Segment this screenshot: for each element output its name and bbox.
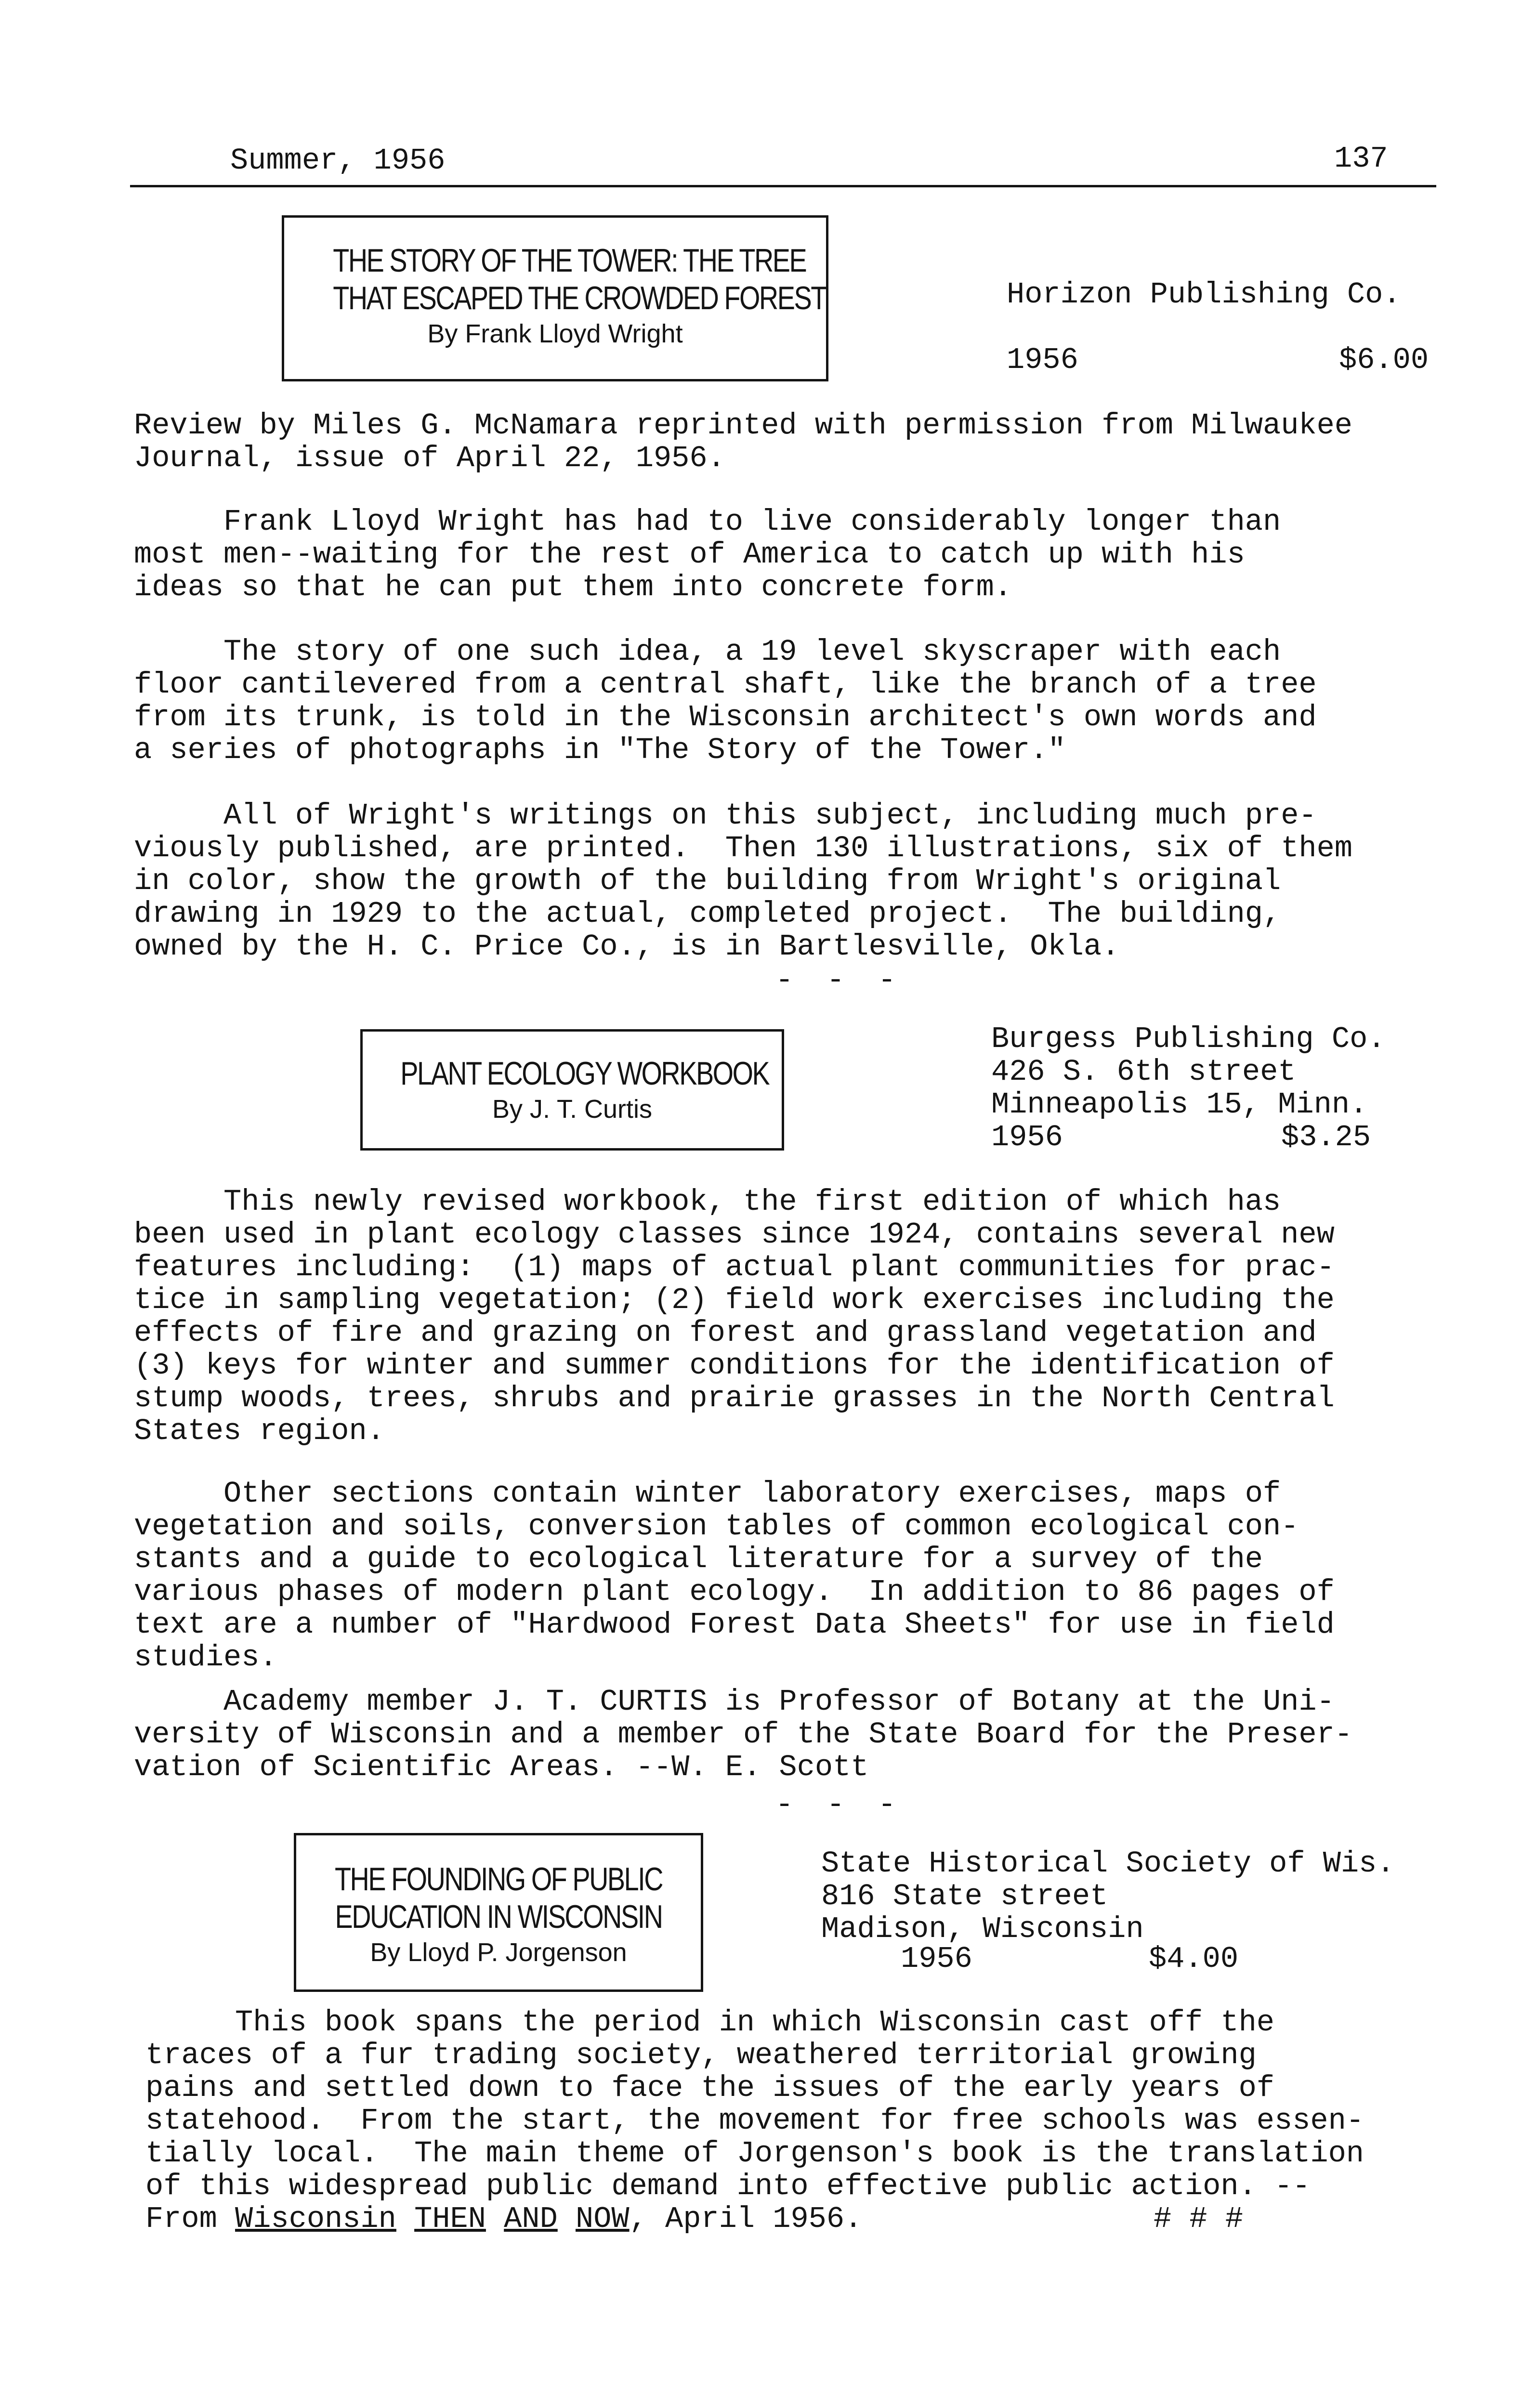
paragraph-line: drawing in 1929 to the actual, completed project. The building, [134,897,1281,931]
publication-year: 1956 [1007,343,1078,377]
header-issue: Summer, 1956 [230,144,446,178]
citation-now: NOW [576,2202,630,2236]
review-body-2-p3 [134,1686,1352,1784]
publication-year: 1956 [991,1120,1063,1154]
publisher-line: State Historical Society of Wis. [821,1846,1395,1881]
citation-then: THEN [414,2202,486,2236]
section-separator: - - - [775,963,904,997]
paragraph-line: The story of one such idea, a 19 level skyscraper with each [134,635,1281,669]
paragraph-line: most men--waiting for the rest of America to catch up with his [134,537,1245,572]
publisher-line: 816 State street [821,1879,1108,1913]
book-title-box-3 [294,1833,703,1992]
publisher-line: 426 S. 6th street [991,1055,1296,1089]
publisher-name: Horizon Publishing Co. [1007,277,1401,312]
paragraph-line: tially local. The main theme of Jorgenson's book is the translation [145,2136,1364,2171]
review-body-2-p1 [134,1186,1335,1448]
paragraph-line: statehood. From the start, the movement for free schools was essen- [145,2104,1364,2138]
paragraph-line: tice in sampling vegetation; (2) field work exercises including the [134,1283,1335,1317]
section-separator: - - - [775,1788,904,1822]
review-body-3-p1 [145,2006,1364,2236]
paragraph-line: vegetation and soils, conversion tables of common ecological con- [134,1509,1299,1544]
paragraph-line: Academy member J. T. CURTIS is Professor of Botany at the Uni- [134,1685,1335,1719]
publisher-line: Madison, Wisconsin [821,1912,1144,1946]
book-title-box-2 [360,1029,784,1151]
book-title-line: THE STORY OF THE TOWER: THE TREE [333,242,806,279]
book-title-line: THE FOUNDING OF PUBLIC [334,1861,663,1898]
paragraph-line: States region. [134,1414,385,1448]
paragraph-line: of this widespread public demand into effective public action. -- [145,2169,1311,2203]
publisher-block-2 [991,1023,1386,1121]
paragraph-line: versity of Wisconsin and a member of the State Board for the Preser- [134,1717,1353,1752]
review-body-1-p2 [134,506,1281,604]
paragraph-line: This book spans the period in which Wisconsin cast off the [145,2005,1274,2040]
publication-year: 1956 [901,1942,972,1976]
paragraph-line: a series of photographs in "The Story of the Tower." [134,733,1066,767]
book-title-line: EDUCATION IN WISCONSIN [335,1898,662,1935]
book-price: $4.00 [1149,1942,1239,1976]
paragraph-line: Journal, issue of April 22, 1956. [134,441,725,475]
citation-source: Wisconsin [235,2202,396,2236]
book-title-line: PLANT ECOLOGY WORKBOOK [400,1055,769,1092]
book-price: $3.25 [1281,1120,1371,1154]
paragraph-line: studies. [134,1640,277,1675]
page-number: 137 [1334,142,1388,176]
paragraph-line: ideas so that he can put them into concrete form. [134,570,1012,604]
paragraph-line: Frank Lloyd Wright has had to live considerably longer than [134,505,1281,539]
publisher-line: Minneapolis 15, Minn. [991,1087,1368,1122]
book-title-box-1 [282,215,828,381]
paragraph-line: owned by the H. C. Price Co., is in Bartlesville, Okla. [134,929,1120,964]
review-body-1 [134,409,1352,475]
paragraph-line: floor cantilevered from a central shaft, like the branch of a tree [134,667,1317,702]
paragraph-line: in color, show the growth of the building from Wright's original [134,864,1281,898]
end-mark: # # # [1154,2202,1244,2236]
book-author: By J. T. Curtis [492,1095,653,1124]
publisher-block-3 [821,1847,1395,1946]
citation-prefix: From [145,2202,236,2236]
paragraph-line: This newly revised workbook, the first edition of which has [134,1185,1281,1219]
book-title-line: THAT ESCAPED THE CROWDED FOREST [333,280,826,316]
citation-date: , April 1956. [629,2202,863,2236]
paragraph-line: Other sections contain winter laboratory exercises, maps of [134,1477,1281,1511]
paragraph-line: various phases of modern plant ecology. In addition to 86 pages of [134,1575,1335,1609]
paragraph-line: features including: (1) maps of actual plant communities for prac- [134,1250,1335,1284]
review-body-1-p3 [134,636,1317,767]
paragraph-line: stump woods, trees, shrubs and prairie grasses in the North Central [134,1381,1335,1415]
paragraph-line: stants and a guide to ecological literature for a survey of the [134,1542,1263,1576]
book-author: By Frank Lloyd Wright [427,319,683,348]
paragraph-line: All of Wright's writings on this subject, including much pre- [134,798,1317,833]
paragraph-line: traces of a fur trading society, weathered territorial growing [145,2038,1257,2072]
review-body-2-p2 [134,1478,1335,1674]
paragraph-line: (3) keys for winter and summer conditions for the identification of [134,1348,1335,1383]
book-author: By Lloyd P. Jorgenson [370,1938,627,1967]
paragraph-line: Review by Miles G. McNamara reprinted with permission from Milwaukee [134,408,1353,443]
publisher-line: Burgess Publishing Co. [991,1022,1386,1056]
paragraph-line: pains and settled down to face the issues of the early years of [145,2071,1274,2105]
paragraph-line: vation of Scientific Areas. --W. E. Scott [134,1750,869,1784]
book-price: $6.00 [1339,343,1429,377]
paragraph-line: been used in plant ecology classes since 1924, contains several new [134,1217,1335,1252]
citation-and: AND [504,2202,558,2236]
paragraph-line: viously published, are printed. Then 130 illustrations, six of them [134,831,1353,865]
paragraph-line: effects of fire and grazing on forest and grassland vegetation and [134,1316,1317,1350]
review-body-1-p4 [134,799,1352,963]
paragraph-line: from its trunk, is told in the Wisconsin architect's own words and [134,700,1317,734]
header-rule [130,185,1436,187]
paragraph-line: text are a number of "Hardwood Forest Data Sheets" for use in field [134,1608,1335,1642]
